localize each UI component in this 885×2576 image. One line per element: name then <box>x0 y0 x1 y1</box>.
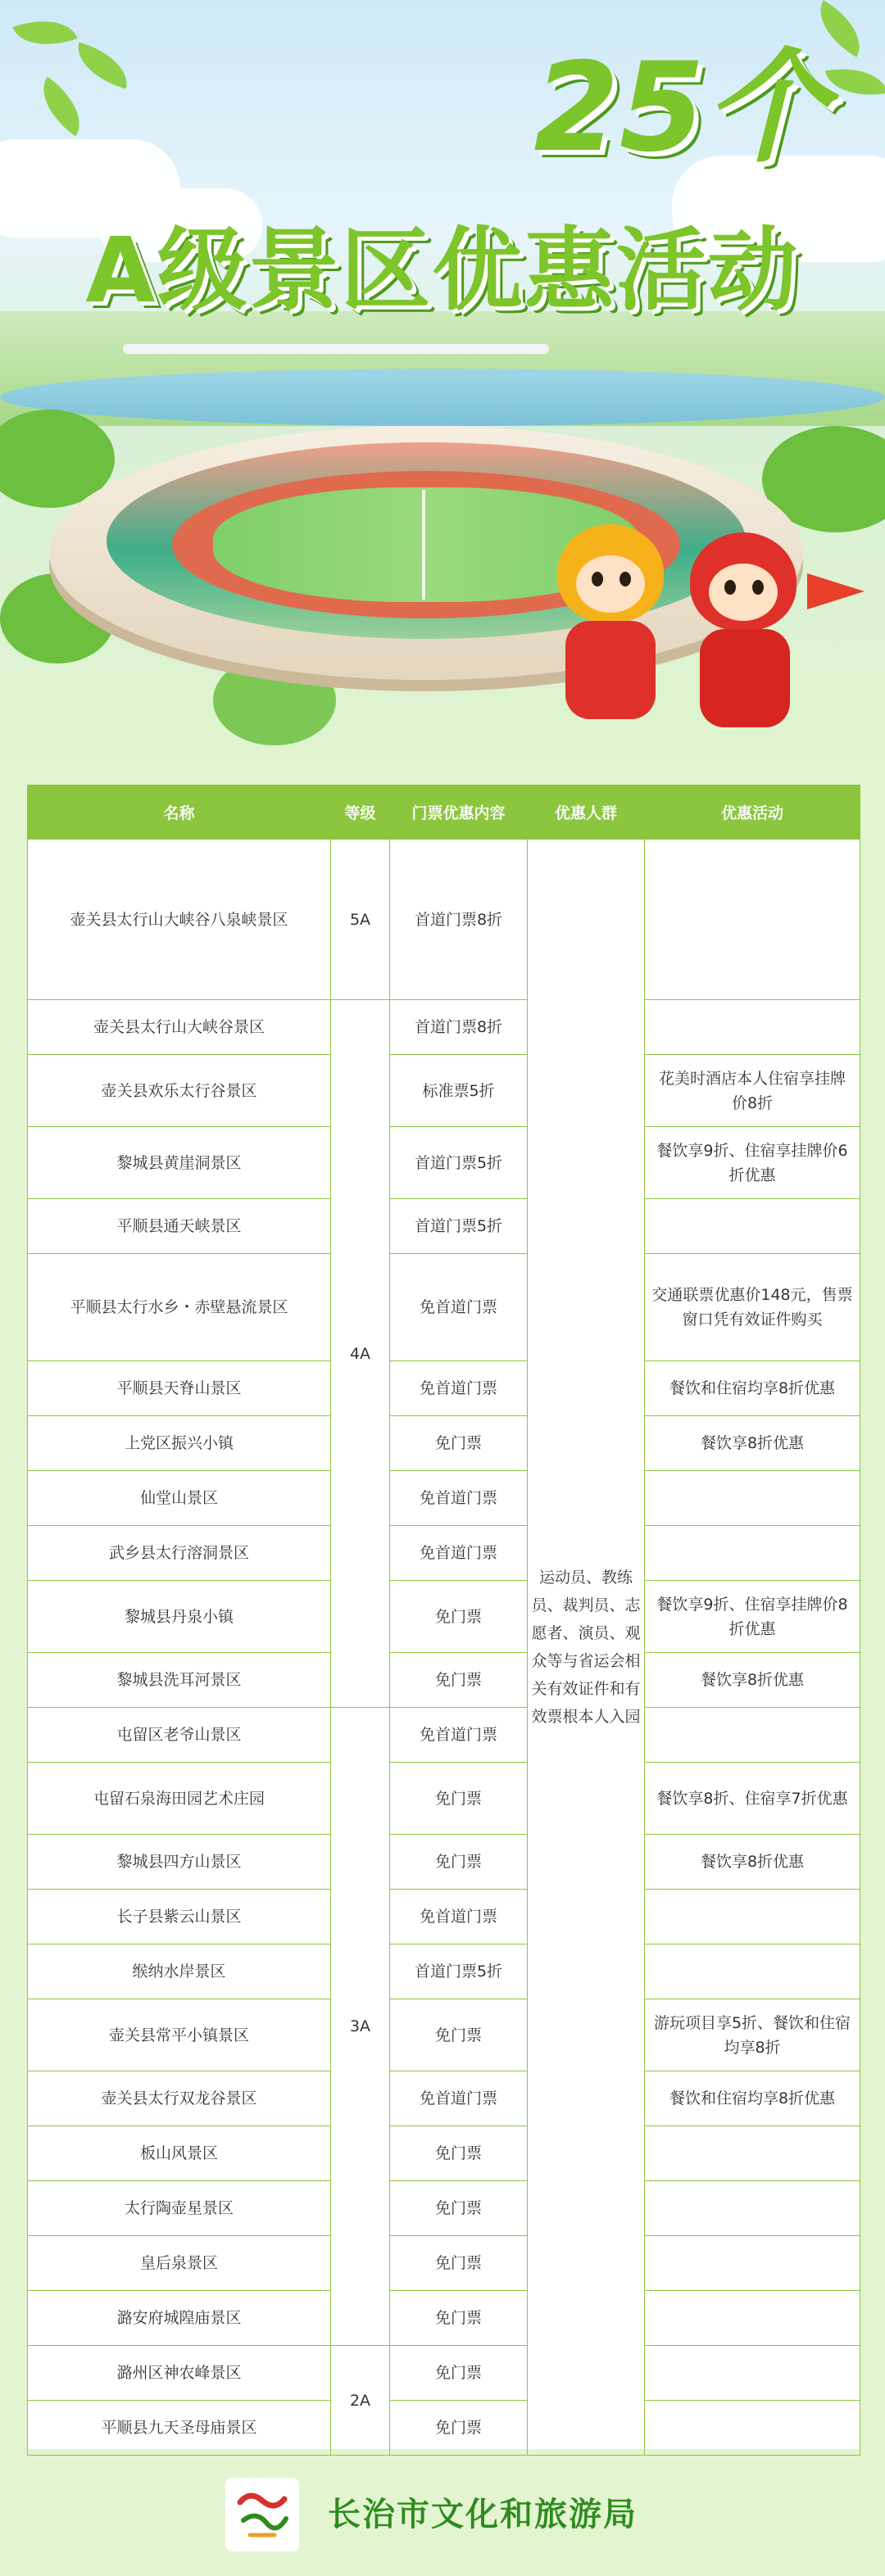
ticket-discount: 免门票 <box>390 1416 528 1471</box>
tiger-mascot-red <box>680 532 811 754</box>
organization-name: 长治市文化和旅游局 <box>328 2495 638 2533</box>
ticket-discount: 免首道门票 <box>390 1526 528 1581</box>
scenic-name: 太行陶壶星景区 <box>28 2181 331 2236</box>
ticket-discount: 免门票 <box>390 2401 528 2456</box>
table-row <box>28 1763 860 1835</box>
scenic-name: 屯留区老爷山景区 <box>28 1708 331 1763</box>
activity-cell <box>645 2126 860 2181</box>
scenic-name: 皇后泉景区 <box>28 2236 331 2291</box>
ticket-discount: 免首道门票 <box>390 2071 528 2126</box>
table-row <box>28 1055 860 1127</box>
table-row <box>28 2071 860 2126</box>
ticket-discount: 免门票 <box>390 2236 528 2291</box>
activity-cell <box>645 2291 860 2346</box>
ticket-discount: 免门票 <box>390 1763 528 1835</box>
scenic-name: 上党区振兴小镇 <box>28 1416 331 1471</box>
activity-cell <box>645 1944 860 1999</box>
ticket-discount: 首道门票8折 <box>390 840 528 1000</box>
table-row <box>28 2291 860 2346</box>
table-row <box>28 2181 860 2236</box>
scenic-name: 平顺县通天峡景区 <box>28 1199 331 1254</box>
ticket-discount: 免门票 <box>390 2346 528 2401</box>
bridge <box>123 344 549 354</box>
activity-cell: 餐饮享8折优惠 <box>645 1416 860 1471</box>
ticket-discount: 免门票 <box>390 2181 528 2236</box>
scenic-name: 黎城县丹泉小镇 <box>28 1581 331 1653</box>
table-row <box>28 1254 860 1361</box>
scenic-name: 仙堂山景区 <box>28 1471 331 1526</box>
footer <box>0 2474 885 2556</box>
activity-cell <box>645 1471 860 1526</box>
discount-table-container <box>27 785 860 2449</box>
grade-cell: 3A <box>331 1708 390 2346</box>
ticket-discount: 免门票 <box>390 2291 528 2346</box>
activity-cell <box>645 1000 860 1055</box>
city-logo-icon <box>225 2478 299 2551</box>
table-row <box>28 1835 860 1890</box>
table-row <box>28 1581 860 1653</box>
table-row <box>28 1708 860 1763</box>
activity-cell: 花美时酒店本人住宿享挂牌价8折 <box>645 1055 860 1127</box>
eligible-group: 运动员、教练员、裁判员、志愿者、演员、观众等与省运会相关有效证件和有效票根本人入园 <box>528 840 645 2456</box>
activity-cell: 餐饮享8折优惠 <box>645 1653 860 1708</box>
ticket-discount: 免门票 <box>390 2126 528 2181</box>
activity-cell: 游玩项目享5折、餐饮和住宿均享8折 <box>645 1999 860 2071</box>
activity-cell: 餐饮和住宿均享8折优惠 <box>645 2071 860 2126</box>
table-row <box>28 1471 860 1526</box>
activity-cell: 餐饮享9折、住宿享挂牌价8折优惠 <box>645 1581 860 1653</box>
activity-cell <box>645 1708 860 1763</box>
scenic-name: 壶关县欢乐太行谷景区 <box>28 1055 331 1127</box>
header-group: 优惠人群 <box>528 785 645 840</box>
activity-cell <box>645 2346 860 2401</box>
table-row <box>28 1526 860 1581</box>
table-row <box>28 2126 860 2181</box>
table-row <box>28 1944 860 1999</box>
hero-banner <box>0 0 885 762</box>
header-activity: 优惠活动 <box>645 785 860 840</box>
ticket-discount: 首道门票5折 <box>390 1944 528 1999</box>
ticket-discount: 标准票5折 <box>390 1055 528 1127</box>
ticket-discount: 首道门票5折 <box>390 1199 528 1254</box>
scenic-name: 平顺县太行水乡・赤壁悬流景区 <box>28 1254 331 1361</box>
scenic-name: 潞州区神农峰景区 <box>28 2346 331 2401</box>
table-row <box>28 2346 860 2401</box>
table-row <box>28 1416 860 1471</box>
ticket-discount: 免首道门票 <box>390 1471 528 1526</box>
table-row <box>28 1999 860 2071</box>
ticket-discount: 免首道门票 <box>390 1361 528 1416</box>
scenic-name: 平顺县九天圣母庙景区 <box>28 2401 331 2456</box>
activity-cell: 餐饮享8折、住宿享7折优惠 <box>645 1763 860 1835</box>
scenic-name: 屯留石泉海田园艺术庄园 <box>28 1763 331 1835</box>
hero-title: A级景区优惠活动 <box>85 218 800 323</box>
scenic-name: 黎城县洗耳河景区 <box>28 1653 331 1708</box>
activity-cell <box>645 1890 860 1944</box>
ticket-discount: 免首道门票 <box>390 1254 528 1361</box>
activity-cell: 餐饮享9折、住宿享挂牌价6折优惠 <box>645 1127 860 1199</box>
scenic-name: 黎城县四方山景区 <box>28 1835 331 1890</box>
header-grade: 等级 <box>331 785 390 840</box>
table-row <box>28 1361 860 1416</box>
header-ticket: 门票优惠内容 <box>390 785 528 840</box>
scenic-name: 黎城县黄崖洞景区 <box>28 1127 331 1199</box>
header-name: 名称 <box>28 785 331 840</box>
table-row <box>28 1000 860 1055</box>
grade-cell: 5A <box>331 840 390 1000</box>
tiger-mascot-yellow <box>549 524 672 745</box>
discount-table <box>27 785 860 2456</box>
grade-cell: 2A <box>331 2346 390 2456</box>
ticket-discount: 首道门票5折 <box>390 1127 528 1199</box>
activity-cell: 餐饮和住宿均享8折优惠 <box>645 1361 860 1416</box>
scenic-name: 板山风景区 <box>28 2126 331 2181</box>
activity-cell <box>645 1526 860 1581</box>
activity-cell <box>645 840 860 1000</box>
hero-title-count: 25个 <box>533 37 828 179</box>
ticket-discount: 免首道门票 <box>390 1890 528 1944</box>
scenic-name: 壶关县太行双龙谷景区 <box>28 2071 331 2126</box>
table-row <box>28 2236 860 2291</box>
scenic-name: 缑纳水岸景区 <box>28 1944 331 1999</box>
activity-cell: 餐饮享8折优惠 <box>645 1835 860 1890</box>
ticket-discount: 免门票 <box>390 1653 528 1708</box>
table-row <box>28 1890 860 1944</box>
scenic-name: 长子县紫云山景区 <box>28 1890 331 1944</box>
red-flag <box>807 573 865 609</box>
scenic-name: 壶关县常平小镇景区 <box>28 1999 331 2071</box>
table-header-row <box>28 785 860 840</box>
activity-cell <box>645 2401 860 2456</box>
table-row <box>28 1127 860 1199</box>
scenic-name: 壶关县太行山大峡谷景区 <box>28 1000 331 1055</box>
activity-cell <box>645 2236 860 2291</box>
ticket-discount: 免门票 <box>390 1835 528 1890</box>
activity-cell: 交通联票优惠价148元，售票窗口凭有效证件购买 <box>645 1254 860 1361</box>
scenic-name: 潞安府城隍庙景区 <box>28 2291 331 2346</box>
ticket-discount: 免门票 <box>390 1581 528 1653</box>
scenic-name: 壶关县太行山大峡谷八泉峡景区 <box>28 840 331 1000</box>
scenic-name: 武乡县太行溶洞景区 <box>28 1526 331 1581</box>
scenic-name: 平顺县天脊山景区 <box>28 1361 331 1416</box>
activity-cell <box>645 1199 860 1254</box>
table-row <box>28 2401 860 2456</box>
table-row <box>28 840 860 1000</box>
ticket-discount: 首道门票8折 <box>390 1000 528 1055</box>
grade-cell: 4A <box>331 1000 390 1708</box>
ticket-discount: 免门票 <box>390 1999 528 2071</box>
table-row <box>28 1653 860 1708</box>
ticket-discount: 免首道门票 <box>390 1708 528 1763</box>
table-row <box>28 1199 860 1254</box>
activity-cell <box>645 2181 860 2236</box>
